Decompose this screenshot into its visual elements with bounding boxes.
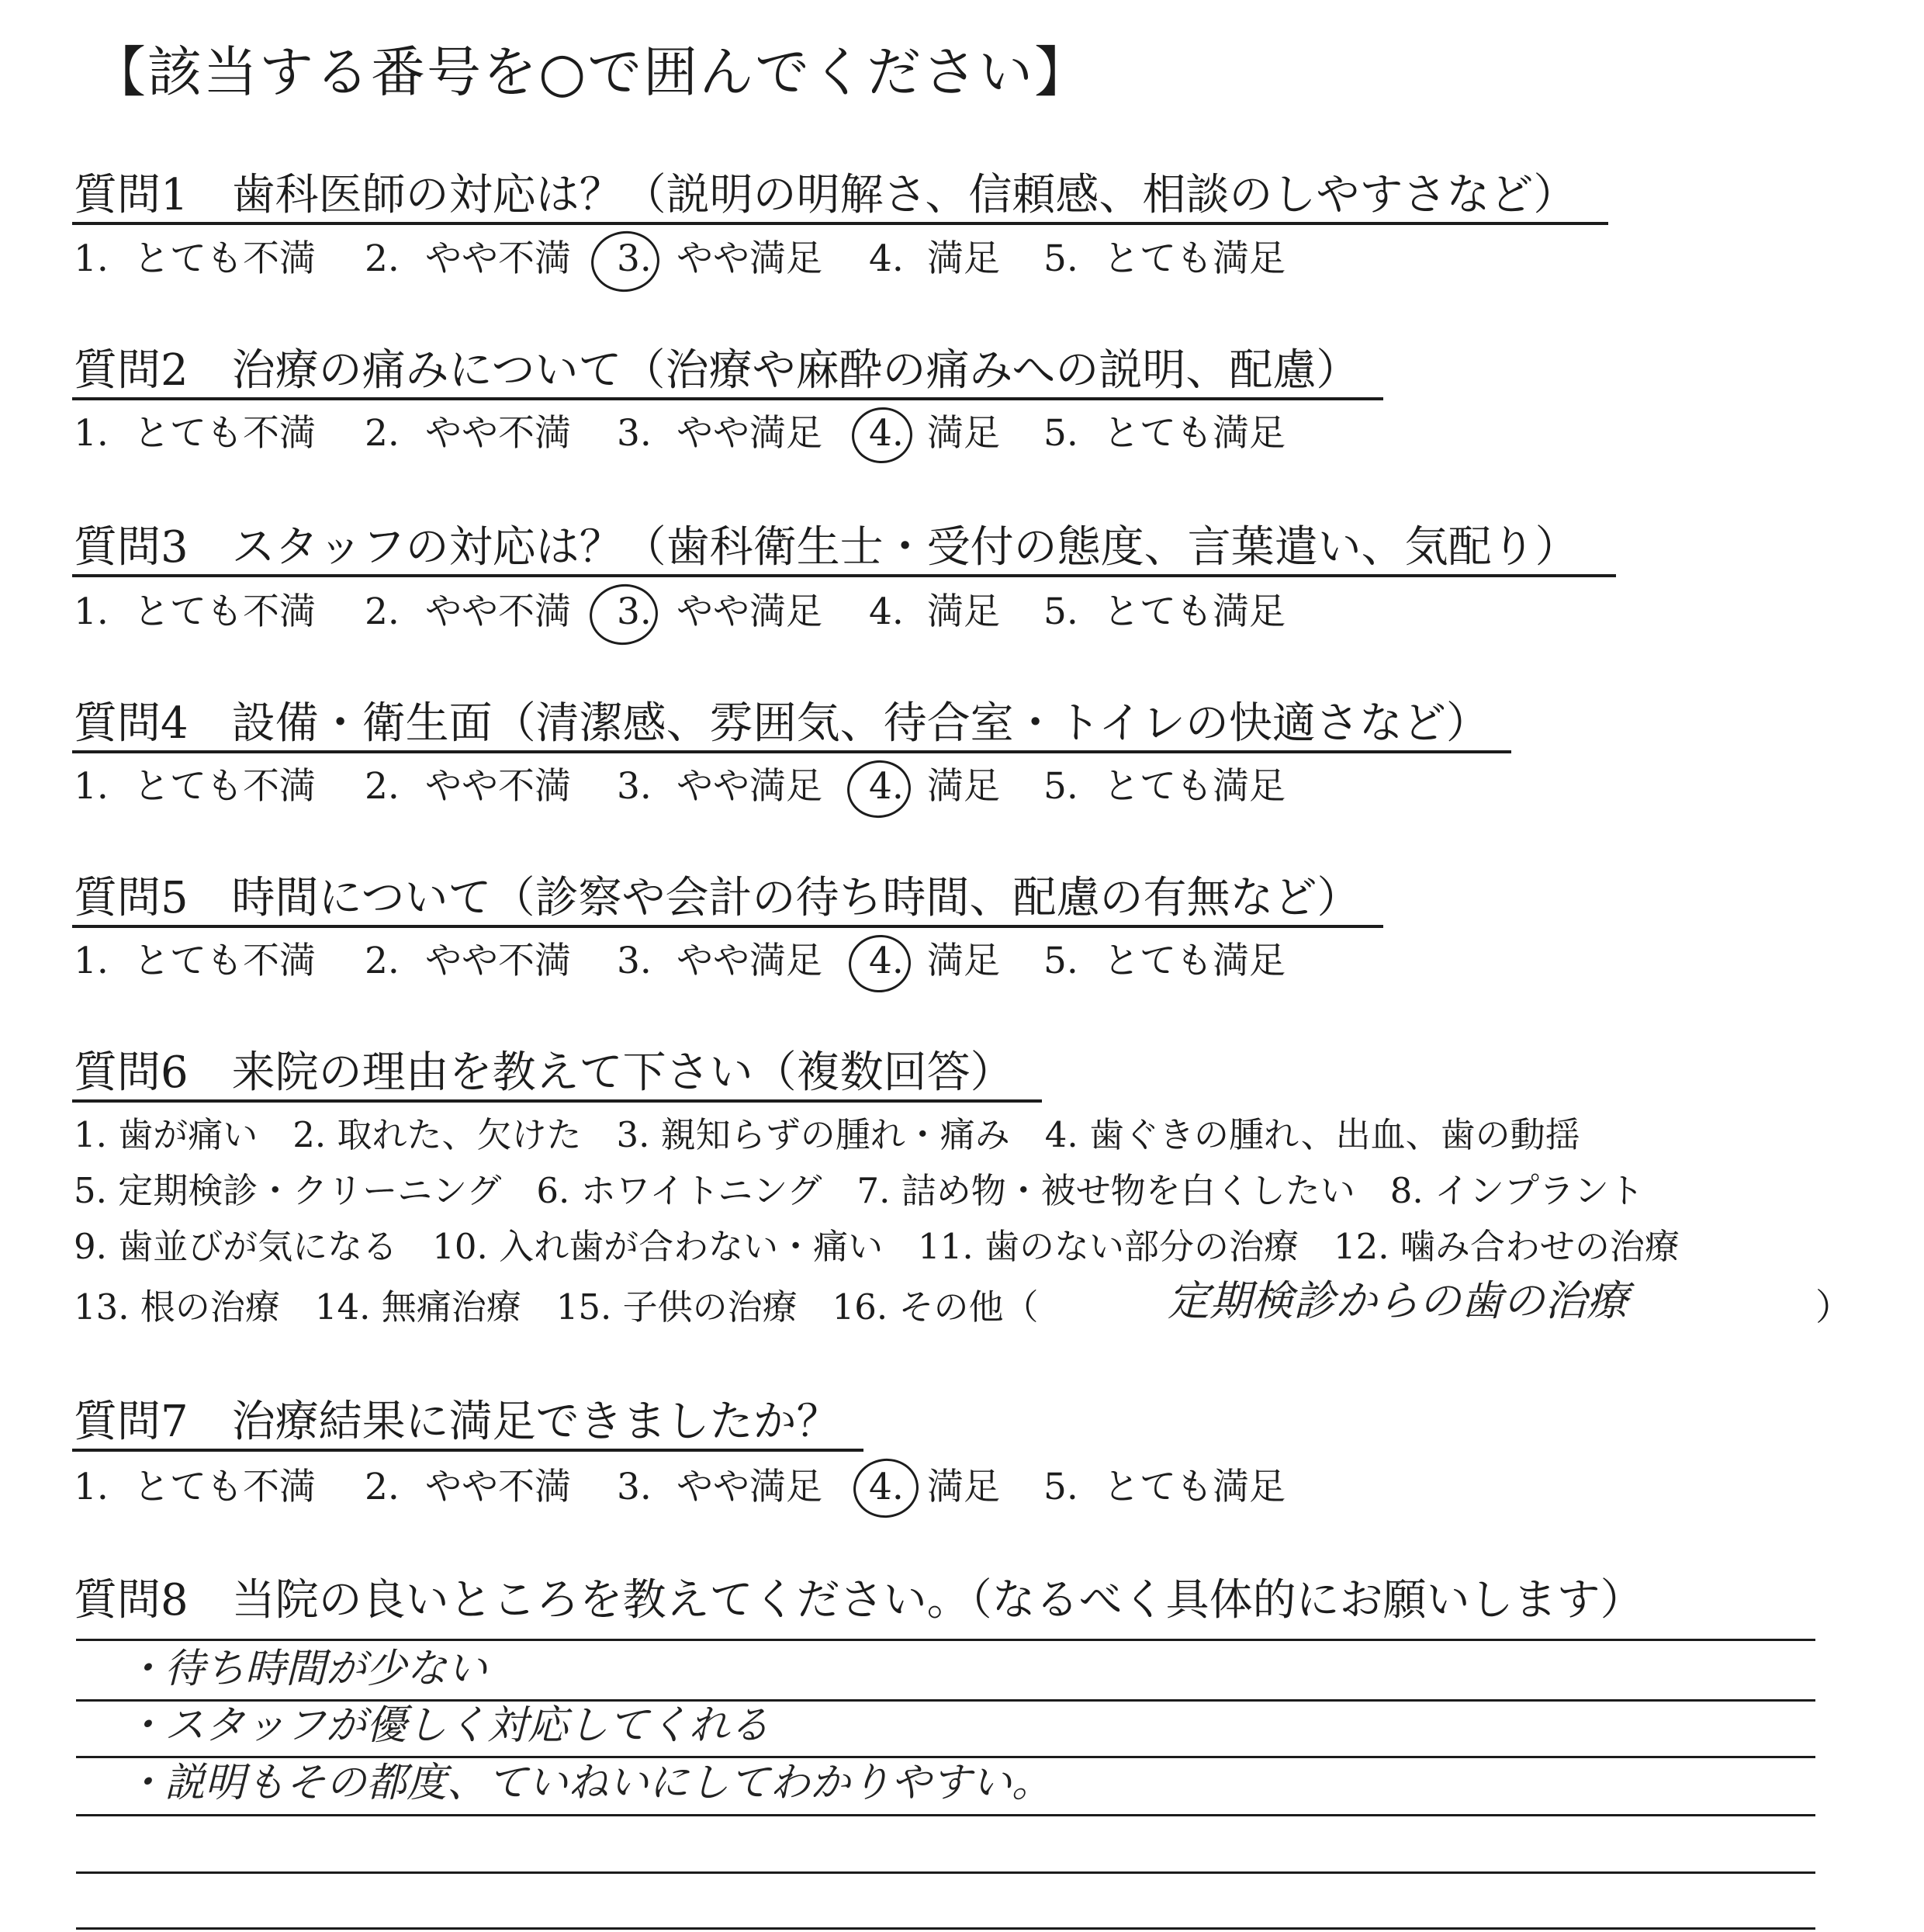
opt-2-num: 2. <box>365 940 400 982</box>
opt-3-label: やや満足 <box>677 765 822 808</box>
opt-5-num: 5. <box>1043 412 1078 455</box>
question-label: 質問5 <box>74 873 189 923</box>
question-text: スタッフの対応は？（歯科衛生士・受付の態度、言葉遣い、気配り） <box>231 522 1579 573</box>
opt-4-label: 満足 <box>927 940 1000 982</box>
answer-line <box>76 1699 1815 1702</box>
opt-3-label: やや満足 <box>677 590 822 633</box>
selection-circle <box>850 1455 922 1522</box>
opt-2-label: やや不満 <box>425 940 571 982</box>
question-text: 当院の良いところを教えてください。（なるべく具体的にお願いします） <box>231 1575 1644 1626</box>
question-label: 質問3 <box>74 522 189 573</box>
question-6 <box>74 1047 1014 1098</box>
question-6-underline <box>72 1099 1042 1103</box>
question-text: 治療結果に満足できましたか？ <box>231 1397 840 1447</box>
opt-3-num: 3. <box>617 765 652 808</box>
opt-5-num: 5. <box>1043 1466 1078 1508</box>
opt-4-label: 満足 <box>927 1466 1000 1508</box>
opt-1-num: 1. <box>74 237 109 280</box>
comment-2-handwritten: ・スタッフが優しく対応してくれる <box>124 1702 770 1749</box>
comment-3-handwritten: ・説明もその都度、ていねいにしてわかりやすい。 <box>124 1760 1053 1806</box>
question-3 <box>74 522 1579 573</box>
opt-5-label: とても満足 <box>1103 940 1286 982</box>
opt-4-label: 満足 <box>927 412 1000 455</box>
opt-4-label: 満足 <box>927 590 1000 633</box>
question-text: 来院の理由を教えて下さい（複数回答） <box>231 1047 1014 1098</box>
question-label: 質問7 <box>74 1397 189 1447</box>
question-4 <box>74 698 1490 749</box>
opt-5-label: とても満足 <box>1103 412 1286 455</box>
opt-2-label: やや不満 <box>425 237 571 280</box>
opt-3-num: 3. <box>617 237 652 280</box>
question-4-underline <box>72 750 1511 753</box>
opt-1-label: とても不満 <box>133 412 316 455</box>
question-text: 時間について（診察や会計の待ち時間、配慮の有無など） <box>231 873 1361 923</box>
opt-2-label: やや不満 <box>425 1466 571 1508</box>
opt-4-label: 満足 <box>927 237 1000 280</box>
opt-3-num: 3. <box>617 590 652 633</box>
opt-5-num: 5. <box>1043 590 1078 633</box>
opt-4-num: 4. <box>869 412 904 455</box>
opt-3-num: 3. <box>617 1466 652 1508</box>
answer-line <box>76 1756 1815 1758</box>
opt-3-label: やや満足 <box>677 412 822 455</box>
answer-line <box>76 1639 1815 1641</box>
opt-2-label: やや不満 <box>425 412 571 455</box>
opt-1-label: とても不満 <box>133 940 316 982</box>
opt-1-num: 1. <box>74 412 109 455</box>
selection-circle <box>843 757 915 822</box>
opt-1-label: とても不満 <box>133 1466 316 1508</box>
question-2 <box>74 345 1360 396</box>
question-label: 質問4 <box>74 698 189 749</box>
question-2-underline <box>72 397 1383 400</box>
opt-1-label: とても不満 <box>133 237 316 280</box>
opt-2-num: 2. <box>365 590 400 633</box>
question-8 <box>74 1575 1644 1626</box>
opt-2-label: やや不満 <box>425 590 571 633</box>
question-label: 質問8 <box>74 1575 189 1626</box>
question-7 <box>74 1397 840 1447</box>
opt-4-num: 4. <box>869 940 904 982</box>
question-label: 質問1 <box>74 170 189 220</box>
question-3-underline <box>72 574 1616 577</box>
opt-2-num: 2. <box>365 765 400 808</box>
opt-5-label: とても満足 <box>1103 590 1286 633</box>
opt-3-num: 3. <box>617 940 652 982</box>
opt-5-label: とても満足 <box>1103 237 1286 280</box>
opt-2-num: 2. <box>365 412 400 455</box>
question-text: 治療の痛みについて（治療や麻酔の痛みへの説明、配慮） <box>231 345 1360 396</box>
reason-row-4: 13. 根の治療 14. 無痛治療 15. 子供の治療 16. その他（ <box>74 1286 1039 1328</box>
reason-row-3: 9. 歯並びが気になる 10. 入れ歯が合わない・痛い 11. 歯のない部分の治療 12. 噛み合わせの治療 <box>74 1226 1680 1267</box>
opt-4-label: 満足 <box>927 765 1000 808</box>
opt-3-label: やや満足 <box>677 1466 822 1508</box>
reason-row-1: 1. 歯が痛い 2. 取れた、欠けた 3. 親知らずの腫れ・痛み 4. 歯ぐきの腫れ、出血、歯の動揺 <box>74 1114 1580 1155</box>
opt-5-num: 5. <box>1043 940 1078 982</box>
selection-circle <box>587 227 663 296</box>
question-label: 質問2 <box>74 345 189 396</box>
question-1 <box>74 170 1577 220</box>
answer-line <box>76 1927 1815 1930</box>
opt-1-label: とても不満 <box>133 590 316 633</box>
opt-5-label: とても満足 <box>1103 1466 1286 1508</box>
selection-circle <box>848 403 915 467</box>
opt-1-label: とても不満 <box>133 765 316 808</box>
opt-4-num: 4. <box>869 237 904 280</box>
selection-circle <box>845 931 915 996</box>
other-reason-handwritten: 定期検診からの歯の治療 <box>1168 1276 1628 1325</box>
close-paren: ） <box>1815 1286 1852 1329</box>
page-title: 【該当する番号を○で囲んでください】 <box>92 40 1091 104</box>
reason-row-2: 5. 定期検診・クリーニング 6. ホワイトニング 7. 詰め物・被せ物を白くしたい 8. インプラント <box>74 1170 1645 1211</box>
answer-line <box>76 1871 1815 1874</box>
question-1-underline <box>72 222 1608 225</box>
opt-1-num: 1. <box>74 765 109 808</box>
question-5-underline <box>72 925 1383 928</box>
opt-4-num: 4. <box>869 1466 904 1508</box>
opt-3-label: やや満足 <box>677 940 822 982</box>
question-text: 歯科医師の対応は？（説明の明解さ、信頼感、相談のしやすさなど） <box>231 170 1577 220</box>
question-text: 設備・衛生面（清潔感、雰囲気、待合室・トイレの快適さなど） <box>231 698 1490 749</box>
opt-5-label: とても満足 <box>1103 765 1286 808</box>
opt-2-num: 2. <box>365 1466 400 1508</box>
opt-5-num: 5. <box>1043 237 1078 280</box>
opt-4-num: 4. <box>869 590 904 633</box>
opt-4-num: 4. <box>869 765 904 808</box>
opt-3-label: やや満足 <box>677 237 822 280</box>
question-label: 質問6 <box>74 1047 189 1098</box>
opt-1-num: 1. <box>74 590 109 633</box>
question-5 <box>74 873 1361 923</box>
opt-5-num: 5. <box>1043 765 1078 808</box>
opt-1-num: 1. <box>74 1466 109 1508</box>
answer-line <box>76 1814 1815 1816</box>
opt-2-label: やや不満 <box>425 765 571 808</box>
opt-2-num: 2. <box>365 237 400 280</box>
comment-1-handwritten: ・待ち時間が少ない <box>124 1646 488 1692</box>
opt-1-num: 1. <box>74 940 109 982</box>
question-7-underline <box>72 1449 863 1452</box>
opt-3-num: 3. <box>617 412 652 455</box>
